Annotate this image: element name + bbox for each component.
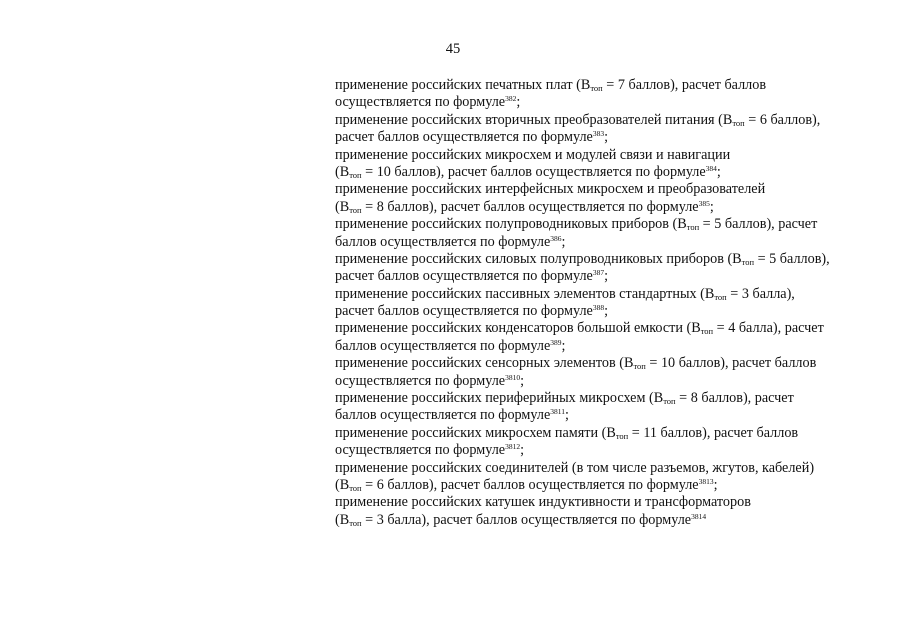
subscript: топ	[663, 396, 676, 407]
subscript: топ	[700, 326, 714, 337]
footnote-ref: 3810	[505, 372, 521, 382]
list-item-line: применение российских полупроводниковых приборов ($В_{топ} = 5$ баллов), расчет	[335, 216, 818, 233]
list-item-line: ($В_{топ} = 6$ баллов), расчет баллов осуществляется по формуле$^{3813}$;	[335, 476, 718, 493]
list-item-line: применение российских печатных плат ($В_{топ} = 7$ баллов), расчет баллов	[335, 77, 767, 93]
list-item-line: ($В_{топ} = 8$ баллов), расчет баллов осуществляется по формуле$^{385}$;	[335, 198, 714, 215]
list-item-line: расчет баллов осуществляется по формуле$^{388}$;	[335, 303, 609, 320]
footnote-ref: 3811	[550, 407, 565, 417]
page-number: 45	[445, 41, 461, 57]
subscript: топ	[349, 517, 362, 528]
subscript: топ	[732, 117, 745, 128]
subscript: топ	[714, 291, 727, 302]
list-item-line: баллов осуществляется по формуле$^{389}$;	[335, 337, 566, 354]
footnote-ref: 384	[705, 163, 717, 173]
footnote-ref: 3813	[698, 476, 714, 486]
document-body	[335, 77, 880, 529]
list-item-line: осуществляется по формуле$^{3810}$;	[335, 372, 525, 389]
list-item-line: применение российских пассивных элементов стандартных ($В_{топ} = 3$ балла),	[335, 285, 795, 302]
footnote-ref: 385	[698, 198, 710, 208]
list-item-line: расчет баллов осуществляется по формуле$^{383}$;	[335, 129, 609, 146]
list-item-line: применение российских интерфейсных микросхем и преобразователей	[335, 181, 766, 198]
footnote-ref: 3812	[505, 442, 521, 452]
footnote-ref: 382	[505, 94, 517, 104]
subscript: топ	[349, 169, 362, 180]
subscript: топ	[686, 222, 700, 233]
footnote-ref: 388	[592, 303, 605, 313]
list-item-line: применение российских микросхем памяти ($В_{топ} = 11$ баллов), расчет баллов	[335, 424, 799, 441]
list-item-line: применение российских микросхем и модулей связи и навигации	[335, 146, 731, 163]
list-item-line: осуществляется по формуле$^{382}$;	[335, 94, 521, 111]
list-item-line: ($В_{топ} = 10$ баллов), расчет баллов осуществляется по формуле$^{384}$;	[335, 163, 721, 180]
subscript: топ	[590, 83, 603, 93]
list-item-line: применение российских соединителей (в том числе разъемов, жгутов, кабелей)	[335, 459, 815, 476]
list-item-line: расчет баллов осуществляется по формуле$^{387}$;	[335, 268, 609, 285]
list-item-line: ($В_{топ} = 3$ балла), расчет баллов осуществляется по формуле$^{3814}$	[335, 511, 707, 528]
footnote-ref: 3814	[691, 511, 707, 521]
subscript: топ	[349, 204, 362, 215]
subscript: топ	[741, 256, 755, 267]
list-item-line: осуществляется по формуле$^{3812}$;	[335, 442, 525, 459]
list-item-line: применение российских периферийных микросхем ($В_{топ} = 8$ баллов), расчет	[335, 390, 794, 407]
subscript: топ	[615, 430, 629, 441]
list-item-line: применение российских вторичных преобразователей питания ($В_{топ} = 6$ баллов),	[335, 111, 821, 128]
list-item-line: применение российских катушек индуктивности и трансформаторов	[335, 494, 751, 511]
list-item-line: применение российских сенсорных элементов ($В_{топ} = 10$ баллов), расчет баллов	[335, 355, 817, 372]
subscript: топ	[633, 361, 646, 372]
footnote-ref: 386	[550, 233, 562, 243]
subscript: топ	[349, 482, 362, 493]
list-item-line: применение российских силовых полупроводниковых приборов ($В_{топ} = 5$ баллов),	[335, 250, 830, 267]
footnote-ref: 389	[550, 337, 562, 347]
list-item-line: баллов осуществляется по формуле$^{386}$;	[335, 233, 566, 250]
footnote-ref: 383	[592, 129, 605, 139]
list-item-line: применение российских конденсаторов большой емкости ($В_{топ} = 4$ балла), расчет	[335, 320, 824, 337]
footnote-ref: 387	[592, 268, 605, 278]
list-item-line: баллов осуществляется по формуле$^{3811}$;	[335, 407, 569, 424]
